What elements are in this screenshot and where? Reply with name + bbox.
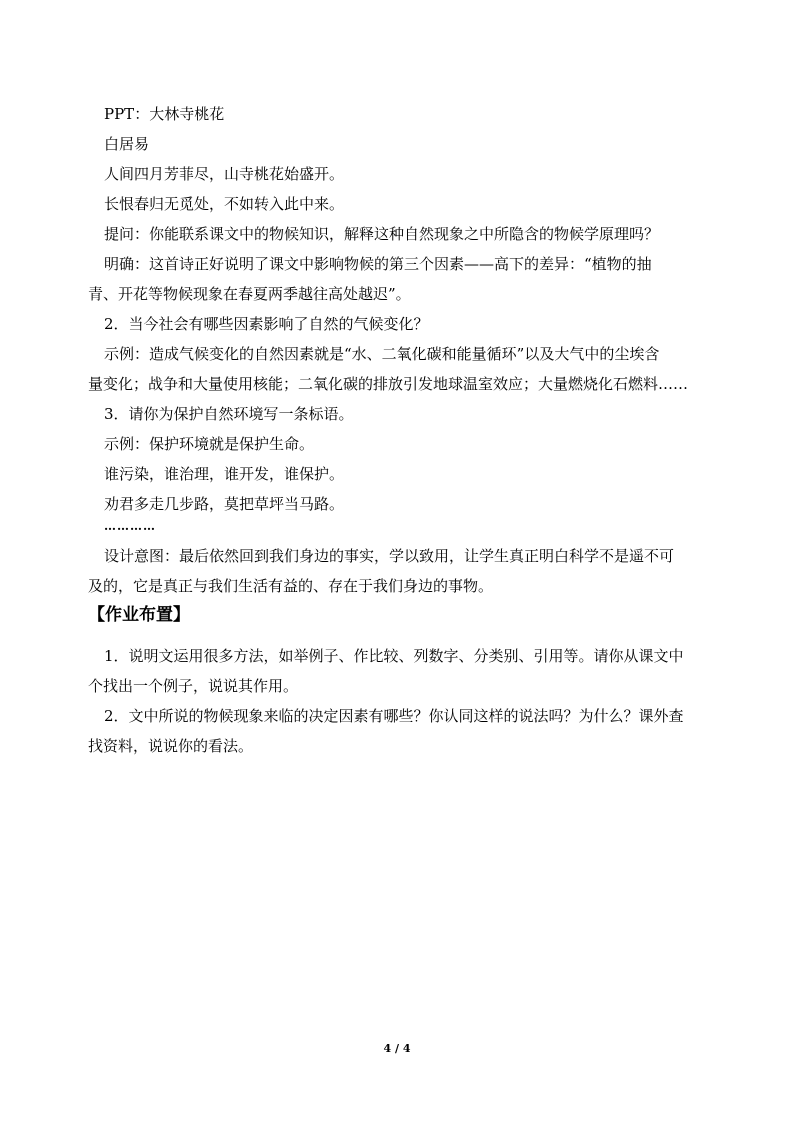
poem-author: 白居易 — [104, 135, 150, 153]
question-1: 提问：你能联系课文中的物候知识，解释这种自然现象之中所隐含的物候学原理吗？ — [104, 225, 660, 243]
homework-item-1-line-1: 1．说明文运用很多方法，如举例子、作比较、列数字、分类别、引用等。请你从课文中 — [104, 647, 684, 665]
poem-line-2: 长恨春归无觅处，不如转入此中来。 — [104, 195, 345, 213]
homework-item-1-line-2: 个找出一个例子，说说其作用。 — [88, 677, 299, 695]
question-3: 3．请你为保护自然环境写一条标语。 — [104, 405, 354, 423]
example-2-line-2: 量变化；战争和大量使用核能；二氧化碳的排放引发地球温室效应；大量燃烧化石燃料…… — [88, 375, 689, 393]
example-3-line-1: 示例：保护环境就是保护生命。 — [104, 435, 315, 453]
homework-heading: 【作业布置】 — [88, 605, 190, 625]
homework-item-2-line-2: 找资料，说说你的看法。 — [88, 737, 254, 755]
example-3-ellipsis: ………… — [104, 519, 156, 533]
design-intent-line-2: 及的，它是真正与我们生活有益的、存在于我们身边的事物。 — [88, 577, 494, 595]
answer-1-line-2: 青、开花等物候现象在春夏两季越往高处越迟”。 — [88, 285, 411, 303]
example-3-line-3: 劝君多走几步路，莫把草坪当马路。 — [104, 495, 345, 513]
ppt-title: PPT：大林寺桃花 — [104, 105, 225, 123]
poem-line-1: 人间四月芳菲尽，山寺桃花始盛开。 — [104, 165, 345, 183]
question-2: 2．当今社会有哪些因素影响了自然的气候变化？ — [104, 315, 429, 333]
answer-1-line-1: 明确：这首诗正好说明了课文中影响物候的第三个因素——高下的差异：“植物的抽 — [104, 255, 652, 273]
example-3-line-2: 谁污染，谁治理，谁开发，谁保护。 — [104, 465, 345, 483]
design-intent-line-1: 设计意图：最后依然回到我们身边的事实，学以致用，让学生真正明白科学不是遥不可 — [104, 547, 675, 565]
example-2-line-1: 示例：造成气候变化的自然因素就是“水、二氧化碳和能量循环”以及大气中的尘埃含 — [104, 345, 660, 363]
page-number: 4 / 4 — [383, 1042, 411, 1055]
homework-item-2-line-1: 2．文中所说的物候现象来临的决定因素有哪些？你认同这样的说法吗？为什么？课外查 — [104, 707, 684, 725]
